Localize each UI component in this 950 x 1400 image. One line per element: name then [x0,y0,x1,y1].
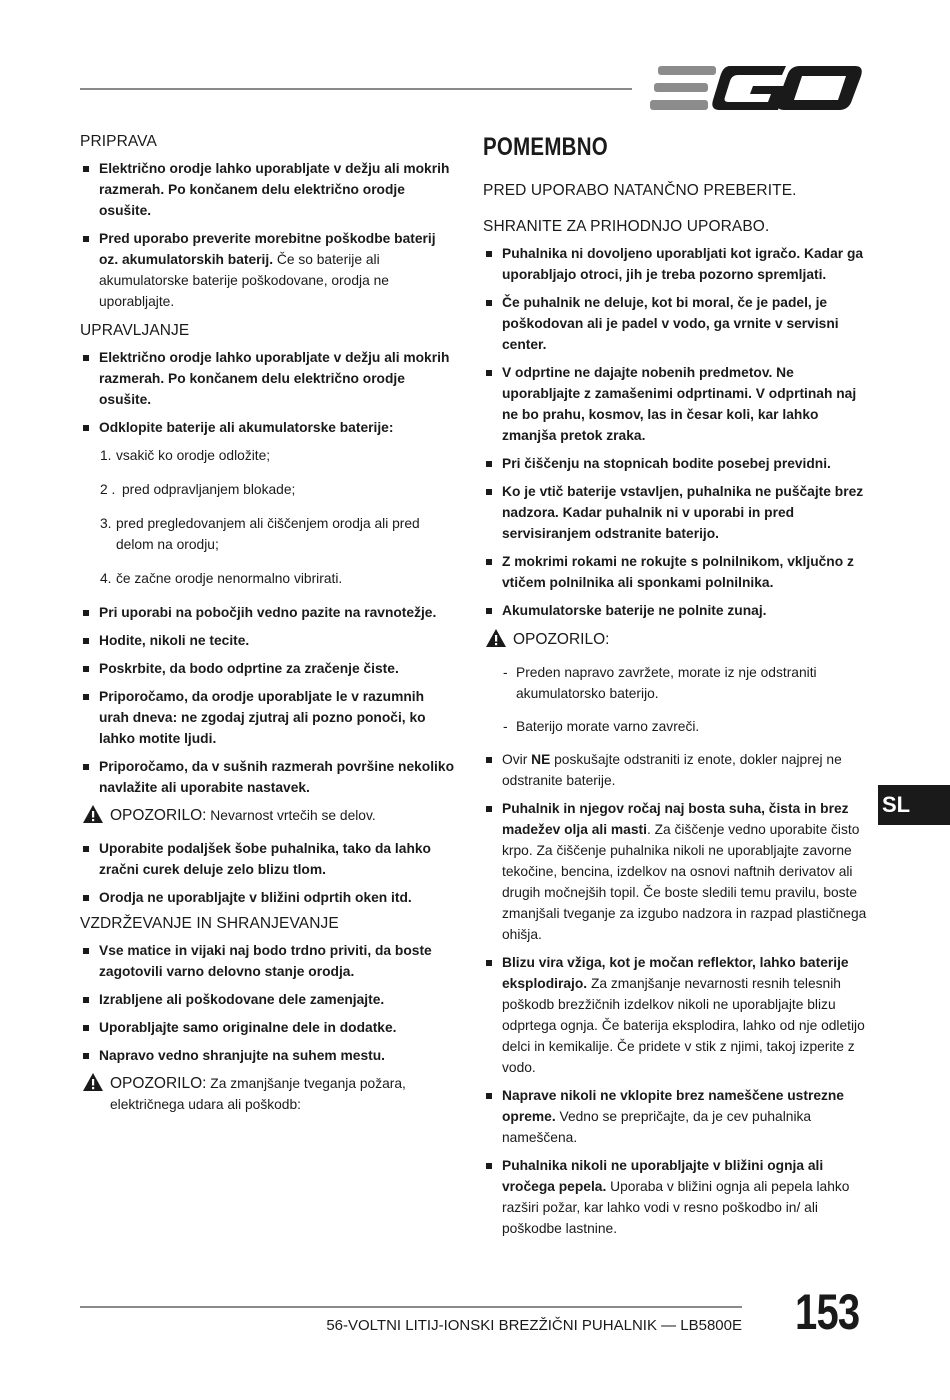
numbered-item: 3. pred pregledovanjem ali čiščenjem orodja ali pred delom na orodju; [100,516,420,552]
vzdrzevanje-list [80,940,455,1066]
list-item: Pri uporabi na pobočjih vedno pazite na ravnotežje. [80,602,455,623]
list-item: Uporabljajte samo originalne dele in dodatke. [80,1017,455,1038]
list-item: Vse matice in vijaki naj bodo trdno priviti, da boste zagotovili varno delovno stanje orodja. [80,940,455,982]
list-item: Odklopite baterije ali akumulatorske baterije: [80,417,455,438]
list-item: Električno orodje lahko uporabljate v dežju ali mokrih razmerah. Po končanem delu električno orodje osušite. [80,158,455,221]
page-number: 153 [795,1284,860,1340]
dash-list [483,662,868,737]
numbered-item: 4. če začne orodje nenormalno vibrirati. [100,571,343,586]
list-item: Uporabite podaljšek šobe puhalnika, tako da lahko zračni curek deluje zelo blizu tlom. [80,838,455,880]
subheading-read: PRED UPORABO NATANČNO PREBERITE. [483,182,797,199]
list-item: Izrabljene ali poškodovane dele zamenjajte. [80,989,455,1010]
header-rule [80,88,632,90]
list-item: Napravo vedno shranjujte na suhem mestu. [80,1045,455,1066]
dash-item: - Preden napravo zavržete, morate iz nje odstraniti akumulatorsko baterijo. [483,662,868,704]
list-item: Če puhalnik ne deluje, kot bi moral, če je padel, je poškodovan ali je padel v vodo, ga vrnite v servisni center. [483,292,868,355]
priprava-list [80,158,455,312]
warning-rotating-parts: OPOZORILO: Nevarnost vrtečih se delov. [80,805,455,826]
list-item: Akumulatorske baterije ne polnite zunaj. [483,600,868,621]
numbered-list [80,445,455,589]
list-item: Z mokrimi rokami ne rokujte s polnilnikom, vključno z vtičem polnilnika ali sponkami polnilnika. [483,551,868,593]
list-item: Priporočamo, da v sušnih razmerah površine nekoliko navlažite ali uporabite nastavek. [80,756,455,798]
list-item: Puhalnika nikoli ne uporabljajte v bližini ognja ali vročega pepela. Uporaba v bližini ognja ali pepela lahko razširi požar, kar lahko vodi v resno poškodbo in/ ali poškodbe lastnine. [483,1155,868,1239]
footer-rule [80,1306,742,1308]
ego-logo [650,62,862,114]
list-item: Priporočamo, da orodje uporabljate le v razumnih urah dneva: ne zgodaj zjutraj ali pozno ponoči, ko lahko motite ljudi. [80,686,455,749]
important-list-2 [483,749,868,1239]
list-item: Poskrbite, da bodo odprtine za zračenje čiste. [80,658,455,679]
numbered-item: 2 . pred odpravljanjem blokade; [100,482,296,497]
list-item: Pred uporabo preverite morebitne poškodbe baterij oz. akumulatorskih baterij. Če so baterije ali akumulatorske baterije poškodovane, orodja ne uporabljajte. [80,228,455,312]
upravljanje-list-3 [80,838,455,908]
list-item: Puhalnika ni dovoljeno uporabljati kot igračo. Kadar ga uporabljajo otroci, jih je treba pozorno spremljati. [483,243,868,285]
list-item: Pri čiščenju na stopnicah bodite posebej previdni. [483,453,868,474]
list-item: Ko je vtič baterije vstavljen, puhalnika ne puščajte brez nadzora. Kadar puhalnik ni v uporabi in pred servisiranjem odstranite baterijo. [483,481,868,544]
list-item: Električno orodje lahko uporabljate v dežju ali mokrih razmerah. Po končanem delu električno orodje osušite. [80,347,455,410]
footer-text: 56-VOLTNI LITIJ-IONSKI BREZŽIČNI PUHALNIK — LB5800E [326,1317,742,1334]
list-item: Hodite, nikoli ne tecite. [80,630,455,651]
section-heading-priprava: PRIPRAVA [80,133,157,150]
warning-icon [485,628,507,648]
warning-battery: OPOZORILO: [483,629,868,650]
list-item: Puhalnik in njegov ročaj naj bosta suha, čista in brez madežev olja ali masti. Za čiščenje vedno uporabite čisto krpo. Za čiščenje puhalnika nikoli ne uporabljajte zavorne tekočine, bencina, izdelkov na osnovi naftnih derivatov ali drugih močnejših topil. Če boste sledili temu pravilu, boste zmanjšali tveganje za izgubo nadzora in razpad plastičnega ohišja. [483,798,868,945]
list-item: Blizu vira vžiga, kot je močan reflektor, lahko baterije eksplodirajo. Za zmanjšanje nevarnosti resnih telesnih poškodb brezžičnih izdelkov nikoli ne uporabljajte blizu odprtega ognja. Če baterija eksplodira, lahko od nje odletijo delci in kemikalije. Če pridete v stik z njimi, takoj izperite z vodo. [483,952,868,1078]
page-title: POMEMBNO [483,133,608,161]
list-item: Naprave nikoli ne vklopite brez nameščene ustrezne opreme. Vedno se prepričajte, da je cev puhalnika nameščena. [483,1085,868,1148]
warning-icon [82,804,104,824]
list-item: V odprtine ne dajajte nobenih predmetov. Ne uporabljajte z zamašenimi odprtinami. V odprtinah naj ne bo prahu, kosmov, las in česar koli, kar lahko zmanjša pretok zraka. [483,362,868,446]
upravljanje-list [80,347,455,438]
language-tab: SL [878,785,950,825]
list-item: Ovir NE poskušajte odstraniti iz enote, dokler najprej ne odstranite baterije. [483,749,868,791]
list-item: Orodja ne uporabljajte v bližini odprtih oken itd. [80,887,455,908]
right-column [483,133,868,1249]
dash-item: - Baterijo morate varno zavreči. [483,716,868,737]
upravljanje-list-2 [80,602,455,798]
warning-fire-shock: OPOZORILO: Za zmanjšanje tveganja požara, električnega udara ali poškodb: [80,1073,455,1115]
warning-icon [82,1072,104,1092]
section-heading-upravljanje: UPRAVLJANJE [80,322,190,339]
important-list [483,243,868,621]
section-heading-vzdrzevanje: VZDRŽEVANJE IN SHRANJEVANJE [80,915,339,932]
numbered-item: 1. vsakič ko orodje odložite; [100,448,271,463]
left-column [80,133,455,1127]
subheading-save: SHRANITE ZA PRIHODNJO UPORABO. [483,218,770,235]
